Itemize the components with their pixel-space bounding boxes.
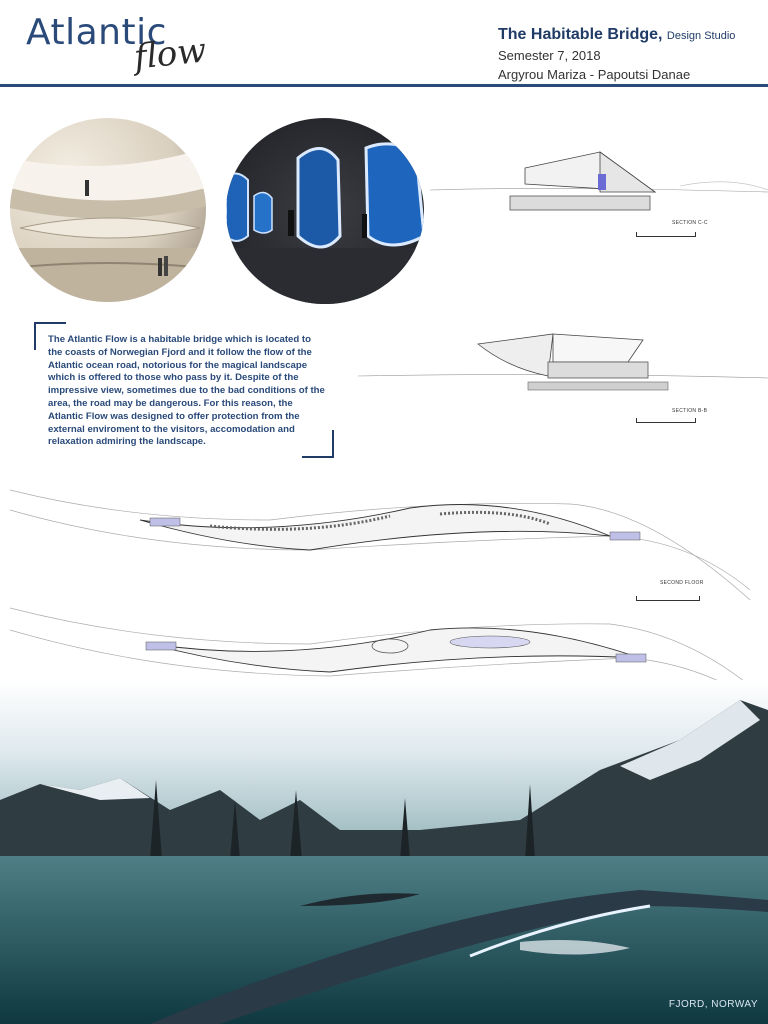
section-bb-drawing <box>358 328 768 398</box>
section-bb-scale-bar <box>636 418 696 423</box>
corridor-illustration <box>10 118 206 302</box>
section-bb-label: SECTION B-B <box>672 408 708 414</box>
section-bb-svg <box>358 328 768 398</box>
second-floor-scale-bar <box>636 596 700 601</box>
intro-text-block <box>34 322 334 458</box>
interior-render-corridor <box>10 118 206 302</box>
project-info <box>498 26 764 82</box>
semester: Semester 7, 2018 <box>498 48 601 63</box>
fjord-landscape-render <box>0 680 768 1024</box>
second-floor-plan <box>10 480 760 600</box>
second-floor-label: SECOND FLOOR <box>660 580 704 586</box>
studio-subtitle: Design Studio <box>666 30 736 42</box>
interior-render-aquarium <box>226 118 424 304</box>
section-cc-svg <box>430 146 768 236</box>
location-caption: FJORD, NORWAY <box>668 999 758 1010</box>
landscape-svg <box>0 680 768 1024</box>
section-cc-label: SECTION C-C <box>672 220 708 226</box>
poster-header <box>0 0 768 88</box>
brand-title: Atlantic <box>26 12 167 53</box>
section-cc-scale-bar <box>636 232 696 237</box>
second-floor-svg <box>10 480 760 600</box>
intro-paragraph: The Atlantic Flow is a habitable bridge which is located to the coasts of Norwegian Fjord and it follow the flow of the Atlantic ocean road, notorious for the magical landscape which is offered to those who pass by it. Despite of the impressive view, sometimes due to the bad conditions of the area, the road may be dangerous. For this reason, the Atlantic Flow was designed to offer protection from the external enviroment to the visitors, accomodation and relaxation admiring the landscape. <box>48 334 325 448</box>
section-cc-drawing <box>430 146 768 236</box>
studio-title: The Habitable Bridge, <box>498 26 663 43</box>
brand-script: flow <box>132 30 209 78</box>
header-rule <box>0 84 768 87</box>
authors: Argyrou Mariza - Papoutsi Danae <box>498 67 691 82</box>
aquarium-illustration <box>226 118 424 304</box>
studio-heading <box>498 26 764 44</box>
